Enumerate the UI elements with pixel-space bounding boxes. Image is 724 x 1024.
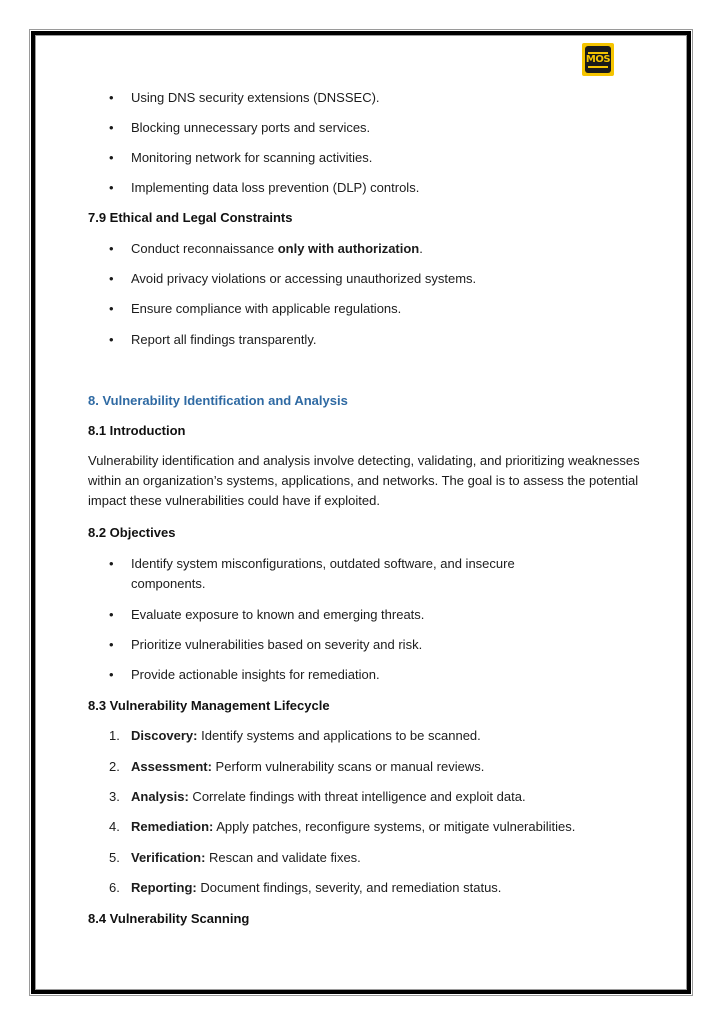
list-item-text-continued: components. bbox=[131, 576, 206, 591]
list-item-text: Ensure compliance with applicable regulations. bbox=[131, 301, 402, 316]
bullet-icon: • bbox=[109, 301, 114, 316]
list-item-text: Provide actionable insights for remediation. bbox=[131, 667, 380, 682]
description: Document findings, severity, and remediation status. bbox=[196, 880, 502, 895]
introduction-paragraph: Vulnerability identification and analysis involve detecting, validating, and prioritizing weaknesses within an organization’s systems, applications, and networks. The goal is to assess the potential impact these vulnerabilities could have if exploited. bbox=[88, 453, 640, 508]
list-item bbox=[88, 270, 648, 287]
term: Assessment: bbox=[131, 759, 212, 774]
term: Reporting: bbox=[131, 880, 197, 895]
list-item bbox=[88, 119, 648, 136]
list-item-text bbox=[131, 879, 501, 896]
term: Remediation: bbox=[131, 819, 214, 834]
list-number: 3. bbox=[109, 789, 120, 804]
list-number: 5. bbox=[109, 850, 120, 865]
description: Identify systems and applications to be scanned. bbox=[197, 728, 481, 743]
list-item-text: Evaluate exposure to known and emerging threats. bbox=[131, 607, 425, 622]
description: Correlate findings with threat intelligence and exploit data. bbox=[188, 789, 526, 804]
list-item bbox=[88, 555, 648, 592]
mos-logo bbox=[582, 43, 614, 76]
list-item-text bbox=[131, 849, 361, 866]
list-item-text bbox=[131, 788, 526, 805]
list-item bbox=[88, 636, 648, 653]
numbered-list-item bbox=[88, 879, 648, 896]
bullet-icon: • bbox=[109, 607, 114, 622]
list-item bbox=[88, 149, 648, 166]
list-item bbox=[88, 300, 648, 317]
bullet-icon: • bbox=[109, 637, 114, 652]
list-item bbox=[88, 666, 648, 683]
list-item bbox=[88, 606, 648, 623]
section-heading-8-2: 8.2 Objectives bbox=[88, 525, 176, 540]
description: Perform vulnerability scans or manual reviews. bbox=[211, 759, 485, 774]
list-item bbox=[88, 179, 648, 196]
bullet-icon: • bbox=[109, 120, 114, 135]
list-item-text: Prioritize vulnerabilities based on severity and risk. bbox=[131, 637, 423, 652]
section-heading-8-1: 8.1 Introduction bbox=[88, 423, 186, 438]
list-item bbox=[88, 240, 648, 257]
list-item-text bbox=[131, 727, 481, 744]
numbered-list-item bbox=[88, 788, 648, 805]
list-item-text: Implementing data loss prevention (DLP) controls. bbox=[131, 180, 420, 195]
term: Verification: bbox=[131, 850, 206, 865]
term: Discovery: bbox=[131, 728, 198, 743]
bullet-icon: • bbox=[109, 271, 114, 286]
bold-text-run: only with authorization bbox=[277, 241, 420, 256]
list-item bbox=[88, 331, 648, 348]
bullet-icon: • bbox=[109, 556, 114, 571]
bullet-icon: • bbox=[109, 241, 114, 256]
list-number: 2. bbox=[109, 759, 120, 774]
bullet-icon: • bbox=[109, 150, 114, 165]
list-item bbox=[88, 89, 648, 106]
list-item-text: Using DNS security extensions (DNSSEC). bbox=[131, 90, 380, 105]
list-number: 6. bbox=[109, 880, 120, 895]
list-item-text bbox=[131, 758, 484, 775]
logo-badge-icon bbox=[585, 46, 611, 73]
numbered-list-item bbox=[88, 849, 648, 866]
list-number: 1. bbox=[109, 728, 120, 743]
list-item-text: Blocking unnecessary ports and services. bbox=[131, 120, 371, 135]
section-heading-8: 8. Vulnerability Identification and Analysis bbox=[88, 393, 348, 408]
bullet-icon: • bbox=[109, 180, 114, 195]
term: Analysis: bbox=[131, 789, 189, 804]
list-item-text bbox=[131, 818, 575, 835]
list-item-text bbox=[131, 240, 423, 257]
section-heading-8-3: 8.3 Vulnerability Management Lifecycle bbox=[88, 698, 330, 713]
description: Apply patches, reconfigure systems, or mitigate vulnerabilities. bbox=[213, 819, 576, 834]
section-heading-7-9: 7.9 Ethical and Legal Constraints bbox=[88, 210, 293, 225]
list-item-text: Identify system misconfigurations, outdated software, and insecure bbox=[131, 556, 515, 571]
bullet-icon: • bbox=[109, 667, 114, 682]
numbered-list-item bbox=[88, 758, 648, 775]
numbered-list-item bbox=[88, 818, 648, 835]
list-item-text: Monitoring network for scanning activities. bbox=[131, 150, 373, 165]
numbered-list-item bbox=[88, 727, 648, 744]
logo-bar-bottom bbox=[588, 66, 608, 68]
bullet-icon: • bbox=[109, 90, 114, 105]
description: Rescan and validate fixes. bbox=[205, 850, 361, 865]
list-item-text: Avoid privacy violations or accessing unauthorized systems. bbox=[131, 271, 477, 286]
list-item-text: Report all findings transparently. bbox=[131, 332, 317, 347]
section-heading-8-4: 8.4 Vulnerability Scanning bbox=[88, 911, 250, 926]
list-number: 4. bbox=[109, 819, 120, 834]
bullet-icon: • bbox=[109, 332, 114, 347]
logo-text: MOS bbox=[585, 53, 611, 65]
text-run: Conduct reconnaissance bbox=[131, 241, 278, 256]
text-run: . bbox=[419, 241, 423, 256]
